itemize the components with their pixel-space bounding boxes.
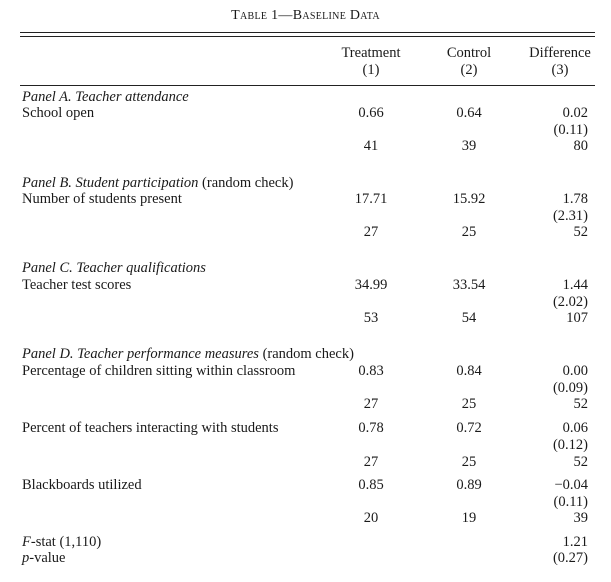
standard-error: (0.12) bbox=[552, 437, 588, 453]
standard-error: (2.02) bbox=[552, 294, 588, 310]
control-n: 25 bbox=[461, 454, 477, 470]
col-header-difference: Difference bbox=[529, 45, 591, 61]
p-value-value: (0.27) bbox=[552, 550, 588, 566]
control-n: 54 bbox=[461, 310, 477, 326]
f-rest: -stat (1,110) bbox=[30, 534, 102, 550]
f-italic: F bbox=[22, 534, 31, 550]
difference-n: 52 bbox=[573, 454, 588, 470]
p-value-label bbox=[22, 550, 65, 566]
panel-b-title bbox=[22, 175, 293, 191]
standard-error: (0.09) bbox=[552, 380, 588, 396]
treatment-n: 53 bbox=[363, 310, 379, 326]
treatment-n: 27 bbox=[363, 396, 379, 412]
row-label: Percent of teachers interacting with students bbox=[22, 420, 279, 436]
panel-c-title bbox=[22, 260, 206, 276]
top-rule bbox=[20, 32, 595, 33]
difference-value: −0.04 bbox=[554, 477, 588, 493]
table-title: Table 1—Baseline Data bbox=[231, 8, 380, 23]
control-n: 25 bbox=[461, 396, 477, 412]
difference-n: 52 bbox=[573, 224, 588, 240]
difference-n: 39 bbox=[573, 510, 588, 526]
treatment-value: 0.78 bbox=[358, 420, 384, 436]
treatment-n: 27 bbox=[363, 224, 379, 240]
difference-value: 0.02 bbox=[562, 105, 588, 121]
panel-a-title bbox=[22, 89, 189, 105]
difference-value: 0.06 bbox=[562, 420, 588, 436]
control-value: 0.64 bbox=[456, 105, 482, 121]
p-rest: -value bbox=[29, 550, 66, 566]
panel-d-title bbox=[22, 346, 354, 362]
difference-value: 0.00 bbox=[562, 363, 588, 379]
panel-title-italic: Panel A. Teacher attendance bbox=[22, 89, 189, 105]
col-header-control: Control bbox=[446, 45, 492, 61]
control-value: 33.54 bbox=[452, 277, 486, 293]
difference-value: 1.78 bbox=[562, 191, 588, 207]
difference-n: 80 bbox=[573, 138, 588, 154]
control-n: 25 bbox=[461, 224, 477, 240]
treatment-n: 41 bbox=[363, 138, 379, 154]
control-n: 19 bbox=[461, 510, 477, 526]
panel-title-italic: Panel B. Student participation bbox=[22, 175, 199, 191]
f-stat-value: 1.21 bbox=[562, 534, 588, 550]
col-header-treatment: Treatment bbox=[341, 45, 401, 61]
standard-error: (0.11) bbox=[553, 122, 588, 138]
treatment-n: 27 bbox=[363, 454, 379, 470]
col-number-2: (2) bbox=[460, 62, 478, 78]
p-italic: p bbox=[22, 550, 30, 566]
treatment-value: 17.71 bbox=[354, 191, 388, 207]
panel-title-italic: Panel D. Teacher performance measures bbox=[22, 346, 259, 362]
difference-n: 107 bbox=[566, 310, 588, 326]
control-n: 39 bbox=[461, 138, 477, 154]
difference-value: 1.44 bbox=[562, 277, 588, 293]
panel-title-italic: Panel C. Teacher qualifications bbox=[22, 260, 206, 276]
treatment-value: 34.99 bbox=[354, 277, 388, 293]
top-rule-double bbox=[20, 36, 595, 37]
control-value: 15.92 bbox=[452, 191, 486, 207]
control-value: 0.84 bbox=[456, 363, 482, 379]
standard-error: (0.11) bbox=[553, 494, 588, 510]
header-rule bbox=[20, 85, 595, 86]
panel-title-rest: (random check) bbox=[198, 175, 294, 191]
control-value: 0.89 bbox=[456, 477, 482, 493]
col-number-1: (1) bbox=[362, 62, 380, 78]
row-label: Blackboards utilized bbox=[22, 477, 142, 493]
row-label: School open bbox=[22, 105, 95, 121]
treatment-value: 0.66 bbox=[358, 105, 384, 121]
row-label: Teacher test scores bbox=[22, 277, 132, 293]
standard-error: (2.31) bbox=[552, 208, 588, 224]
f-stat-label bbox=[22, 534, 101, 550]
control-value: 0.72 bbox=[456, 420, 482, 436]
difference-n: 52 bbox=[573, 396, 588, 412]
row-label: Percentage of children sitting within classroom bbox=[22, 363, 296, 379]
col-number-3: (3) bbox=[551, 62, 569, 78]
treatment-value: 0.83 bbox=[358, 363, 384, 379]
row-label: Number of students present bbox=[22, 191, 182, 207]
panel-title-rest: (random check) bbox=[258, 346, 354, 362]
treatment-value: 0.85 bbox=[358, 477, 384, 493]
treatment-n: 20 bbox=[363, 510, 379, 526]
